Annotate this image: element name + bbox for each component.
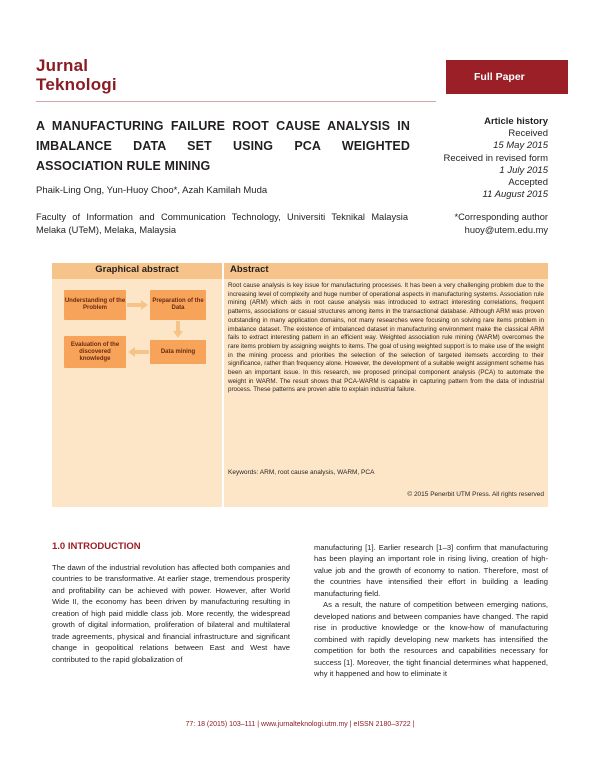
journal-name-line2: Teknologi bbox=[36, 75, 117, 94]
arrow-right-icon bbox=[141, 300, 148, 310]
arrow-left-icon bbox=[128, 347, 135, 357]
arrow-shaft bbox=[127, 303, 141, 307]
step-preparation-box: Preparation of the Data bbox=[150, 290, 206, 320]
copyright-notice: © 2015 Penerbit UTM Press. All rights reserved bbox=[407, 491, 544, 498]
abstract-title: Abstract bbox=[230, 264, 269, 275]
revised-date: 1 July 2015 bbox=[499, 164, 548, 176]
corresponding-label: *Corresponding author bbox=[454, 212, 548, 222]
paragraph: The dawn of the industrial revolution has affected both companies and countries to be transformative. At earlier stage, tremendous prosperity and profitability can be achieved with power. However, after World Wide II, the economy has been driven by manufacturing resulting in creation of high paid middle class job. More recently, the widespread growth of digital information, proliferation of bilateral and multilateral trade agreements, physical and financial infrastructure and significant change in geopolitical relations between East and West have contributed to the rapid globalization of bbox=[52, 563, 290, 664]
title-line: A MANUFACTURING FAILURE ROOT CAUSE ANALYSIS IN bbox=[36, 119, 410, 133]
graphical-abstract-title: Graphical abstract bbox=[95, 264, 179, 275]
paragraph: As a result, the nature of competition between emerging nations, developed nations and between companies have changed. The rapid rise in productive knowledge or the know-how of manufacturing combined with rapidly developing new markets has intensified the competition for both the resources and capabilities necessary for success [1]. Moreover, the tight financial determines what happened, why it happened and how to eliminate it bbox=[314, 600, 548, 678]
revised-label: Received in revised form bbox=[443, 152, 548, 164]
abstract-header bbox=[224, 263, 548, 279]
paragraph: manufacturing [1]. Earlier research [1–3] confirm that manufacturing has been playing an important role in rising living, creation of high-value job and the growth of economy to nation. Therefore, most of the countries have intensified their effort in building a leading manufacturing field. bbox=[314, 543, 548, 598]
corresponding-email[interactable]: huoy@utem.edu.my bbox=[464, 225, 548, 235]
article-history bbox=[420, 116, 548, 201]
received-label: Received bbox=[508, 128, 548, 140]
history-heading: Article history bbox=[484, 116, 548, 127]
keywords: Keywords: ARM, root cause analysis, WARM, PCA bbox=[228, 469, 375, 476]
corresponding-author bbox=[420, 211, 548, 237]
title-line: ASSOCIATION RULE MINING bbox=[36, 159, 211, 173]
accepted-label: Accepted bbox=[508, 177, 548, 189]
journal-logo bbox=[36, 56, 117, 94]
arrow-down-icon bbox=[173, 331, 183, 338]
arrow-shaft bbox=[176, 321, 180, 331]
full-paper-badge: Full Paper bbox=[446, 60, 568, 94]
step-data-mining-box: Data mining bbox=[150, 340, 206, 364]
body-column-left bbox=[52, 562, 290, 665]
step-understanding-box: Understanding of the Problem bbox=[64, 290, 126, 320]
author-list: Phaik-Ling Ong, Yun-Huoy Choo*, Azah Kamilah Muda bbox=[36, 185, 268, 196]
section-heading-introduction: 1.0 INTRODUCTION bbox=[52, 541, 141, 552]
arrow-shaft bbox=[135, 350, 149, 354]
header-divider bbox=[36, 101, 436, 102]
title-line: IMBALANCE DATA SET USING PCA WEIGHTED bbox=[36, 139, 410, 153]
received-date: 15 May 2015 bbox=[493, 140, 548, 152]
step-evaluation-box: Evaluation of the discovered knowledge bbox=[64, 336, 126, 368]
body-column-right bbox=[314, 542, 548, 679]
journal-name-line1: Jurnal bbox=[36, 56, 89, 75]
paper-title bbox=[36, 116, 410, 176]
abstract-text: Root cause analysis is key issue for manufacturing processes. It has been a very challenging problem due to the increasing level of complexity and huge number of operational aspects in manufacturing systems. Association rule mining (ARM) which aids in root cause analysis was introduced to extract interesting correlations, frequent patterns, associations or casual structures among items in the transactional database. Although ARM was proven outstanding in many application domains, not many researches were focusing on solving rare items problem in imbalance dataset. The existence of imbalanced dataset in manufacturing environment make the classical ARM fails to extract interesting pattern in an efficient way. Weighted association rule mining (WARM) overcomes the rare items problem by assigning weights to items. The goal of using weighted support is to make use of the weight in the mining process and priorities the selection of the selection of targeted itemsets according to their significance, rather than frequency alone. However, the development of a suitable weight assignment scheme has been an important issue. In this research, we proposed principal component analysis (PCA) to automate the weight in WARM. The result shows that PCA-WARM is capable in capturing pattern from the data of industrial process. These patterns are proven able to explain industrial failure. bbox=[228, 282, 544, 394]
affiliation: Faculty of Information and Communication Technology, Universiti Teknikal Malaysia Melaka (UTeM), Melaka, Malaysia bbox=[36, 212, 408, 235]
accepted-date: 11 August 2015 bbox=[482, 189, 548, 201]
page-footer: 77: 18 (2015) 103–111 | www.jurnalteknologi.utm.my | eISSN 2180–3722 | bbox=[185, 721, 415, 728]
